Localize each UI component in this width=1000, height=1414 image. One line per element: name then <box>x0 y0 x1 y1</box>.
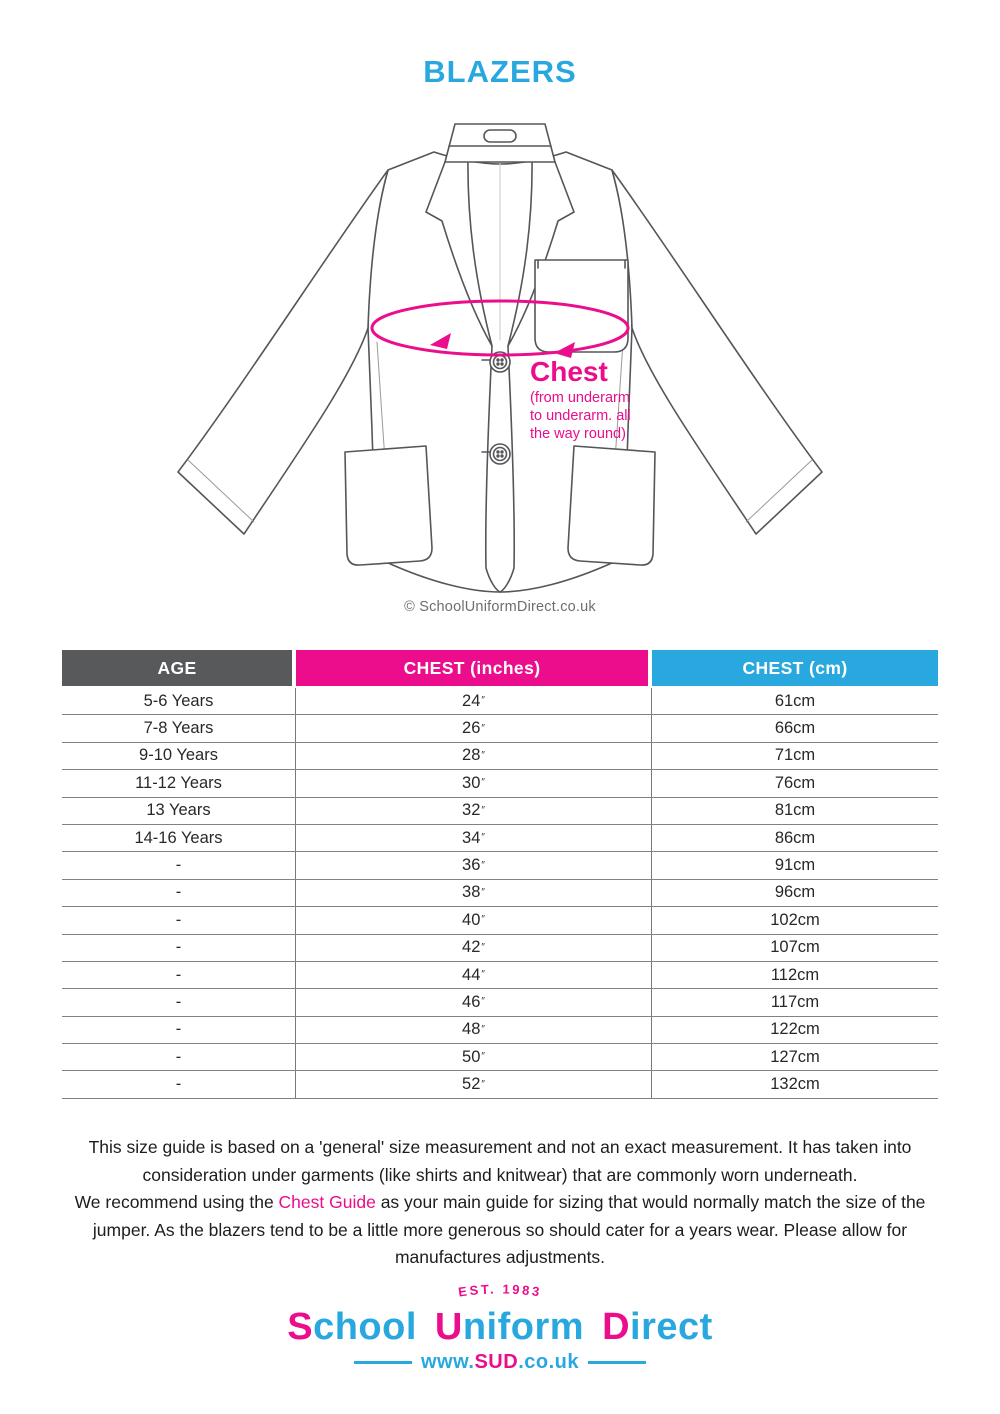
svg-text:EST. 1983 <box>457 1281 542 1299</box>
cell-age: 11-12 Years <box>62 770 296 796</box>
logo-wordmark <box>287 1306 713 1349</box>
right-pocket <box>568 446 655 565</box>
table-row <box>62 1071 938 1098</box>
cell-chest-cm: 132cm <box>770 1075 820 1094</box>
cell-chest-inches: 44 ″ <box>296 962 652 988</box>
cell-chest-cm: 122cm <box>770 1020 820 1039</box>
chest-inches-value: 44 <box>462 965 481 984</box>
logo-word-direct <box>602 1306 713 1349</box>
url-sud: SUD <box>474 1351 519 1373</box>
logo-word-school <box>287 1306 417 1349</box>
cell-chest-cm: 76cm <box>774 773 816 792</box>
cell-age: - <box>62 1044 296 1070</box>
table-row <box>62 798 938 825</box>
logo-letter: U <box>434 1306 463 1348</box>
logo-letters: chool <box>313 1306 417 1348</box>
chest-inches-value: 38 <box>462 883 481 902</box>
url-www: www. <box>420 1351 475 1373</box>
header-chest-inches: CHEST (inches) <box>296 650 648 686</box>
cell-age: - <box>62 907 296 933</box>
table-row <box>62 825 938 852</box>
cell-chest-cm: 117cm <box>770 992 820 1011</box>
chest-guide-highlight: Chest Guide <box>278 1192 376 1212</box>
table-row <box>62 880 938 907</box>
cell-age: 5-6 Years <box>62 688 296 714</box>
cell-age: - <box>62 962 296 988</box>
header-chest-cm: CHEST (cm) <box>652 650 938 686</box>
chest-label: Chest <box>530 356 608 387</box>
chest-note-line-1: (from underarm <box>530 390 630 406</box>
cell-chest-inches: 40 ″ <box>296 907 652 933</box>
cell-chest-cm: 61cm <box>774 691 816 710</box>
chest-inches-value: 30 <box>462 773 481 792</box>
page-title: BLAZERS <box>423 54 577 89</box>
dash-left <box>354 1361 412 1364</box>
chest-inches-value: 48 <box>462 1020 481 1039</box>
chest-inches-value: 42 <box>462 938 481 957</box>
dash-right <box>588 1361 646 1364</box>
note-text-2b: as your main guide for sizing that would normally match the size of the jumper. As the blazers tend to be a little more generous so should cater for a years wear. Please allow for manufactures adjustments. <box>92 1192 926 1267</box>
chest-inches-value: 26 <box>462 719 481 738</box>
cell-chest-inches: 24 ″ <box>296 688 652 714</box>
cell-age: 7-8 Years <box>62 715 296 741</box>
cell-chest-inches: 50 ″ <box>296 1044 652 1070</box>
cell-chest-inches: 26 ″ <box>296 715 652 741</box>
hanger-loop <box>484 130 516 142</box>
cell-chest-inches: 48 ″ <box>296 1017 652 1043</box>
chest-inches-value: 36 <box>462 856 481 875</box>
table-row <box>62 688 938 715</box>
cell-age: - <box>62 1017 296 1043</box>
chest-note-line-2: to underarm. all <box>530 408 631 424</box>
table-row <box>62 743 938 770</box>
logo-word-uniform <box>435 1306 584 1349</box>
chest-inches-value: 34 <box>462 828 481 847</box>
chest-inches-value: 40 <box>462 910 481 929</box>
table-row <box>62 1017 938 1044</box>
cell-chest-cm: 71cm <box>774 746 816 765</box>
chest-inches-value: 28 <box>462 746 481 765</box>
cell-chest-cm: 66cm <box>774 719 816 738</box>
logo-letters: irect <box>630 1306 713 1348</box>
table-row <box>62 770 938 797</box>
cell-chest-cm: 96cm <box>774 883 816 902</box>
est-1983-text: EST. 1983 <box>457 1281 543 1300</box>
chest-inches-value: 52 <box>462 1075 481 1094</box>
logo-letter: S <box>287 1306 314 1348</box>
cell-chest-inches: 52 ″ <box>296 1071 652 1097</box>
left-pocket <box>345 446 432 565</box>
cell-age: - <box>62 935 296 961</box>
chest-inches-value: 32 <box>462 801 481 820</box>
note-text-2a: We recommend using the <box>74 1192 279 1212</box>
table-row <box>62 962 938 989</box>
cell-age: - <box>62 1071 296 1097</box>
copyright-line: © SchoolUniformDirect.co.uk <box>404 599 596 615</box>
table-row <box>62 715 938 742</box>
table-row <box>62 852 938 879</box>
url-couk: .co.uk <box>518 1351 579 1373</box>
chest-inches-value: 50 <box>462 1047 481 1066</box>
cell-chest-inches: 46 ″ <box>296 989 652 1015</box>
size-guide-notes <box>52 1134 948 1272</box>
cell-chest-inches: 36 ″ <box>296 852 652 878</box>
blazer-diagram <box>170 100 830 600</box>
cell-chest-inches: 42 ″ <box>296 935 652 961</box>
cell-chest-cm: 102cm <box>770 910 820 929</box>
note-paragraph-1 <box>52 1134 948 1189</box>
table-body <box>62 688 938 1099</box>
table-header-row <box>62 650 938 686</box>
cell-chest-inches: 34 ″ <box>296 825 652 851</box>
cell-age: - <box>62 852 296 878</box>
brand-logo <box>0 1276 1000 1374</box>
size-table <box>62 650 938 1099</box>
cell-chest-cm: 81cm <box>774 801 816 820</box>
chest-inches-value: 24 <box>462 691 481 710</box>
cell-chest-cm: 107cm <box>770 938 820 957</box>
cell-age: - <box>62 880 296 906</box>
cell-age: - <box>62 989 296 1015</box>
logo-letters: niform <box>462 1306 585 1348</box>
cell-chest-cm: 112cm <box>770 965 820 984</box>
cell-age: 9-10 Years <box>62 743 296 769</box>
cell-chest-cm: 127cm <box>770 1047 820 1066</box>
cell-chest-cm: 86cm <box>774 828 816 847</box>
table-row <box>62 1044 938 1071</box>
header-age: AGE <box>62 650 292 686</box>
cell-age: 13 Years <box>62 798 296 824</box>
cell-chest-inches: 38 ″ <box>296 880 652 906</box>
cell-chest-inches: 32 ″ <box>296 798 652 824</box>
table-row <box>62 935 938 962</box>
table-row <box>62 907 938 934</box>
note-text-1: This size guide is based on a 'general' size measurement and not an exact measurement. It has taken into consideration under garments (like shirts and knitwear) that are commonly worn underneath. <box>88 1137 912 1185</box>
cell-age: 14-16 Years <box>62 825 296 851</box>
cell-chest-inches: 30 ″ <box>296 770 652 796</box>
note-paragraph-2 <box>52 1189 948 1272</box>
logo-url[interactable] <box>345 1351 655 1374</box>
logo-letter: D <box>602 1306 631 1348</box>
table-row <box>62 989 938 1016</box>
chest-note-line-3: the way round) <box>530 426 626 442</box>
chest-inches-value: 46 <box>462 992 481 1011</box>
cell-chest-inches: 28 ″ <box>296 743 652 769</box>
cell-chest-cm: 91cm <box>774 856 816 875</box>
